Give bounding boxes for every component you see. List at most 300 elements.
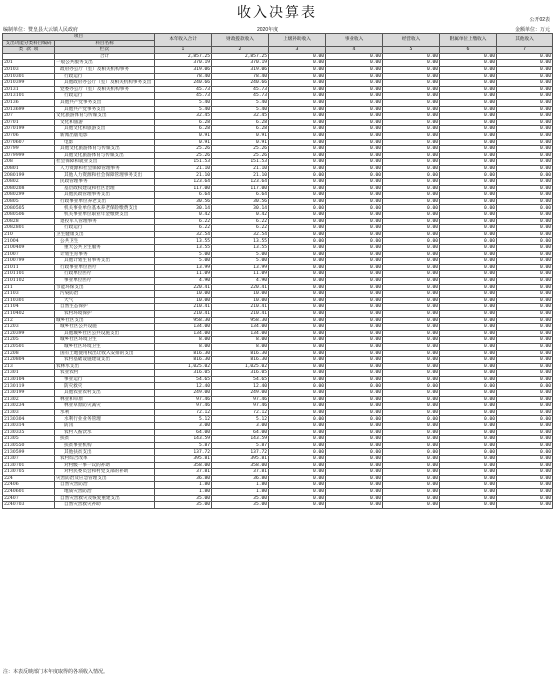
subject-code: 2080506 [3,212,55,219]
amount-cell: 0.00 [383,390,440,397]
amount-cell: 45.73 [212,93,269,100]
subject-code: 208 [3,159,55,166]
amount-cell: 5.40 [212,99,269,106]
amount-cell: 0.00 [326,132,383,139]
amount-cell: 0.00 [383,258,440,265]
amount-cell: 0.00 [440,416,497,423]
subject-code: 2130705 [3,469,55,476]
amount-cell: 0.00 [326,212,383,219]
amount-cell: 0.00 [269,277,326,284]
amount-cell: 0.00 [383,205,440,212]
amount-cell: 240.66 [212,80,269,87]
amount-cell: 0.00 [440,231,497,238]
amount-cell: 30.56 [155,198,212,205]
subject-name: 林业和草原 [55,396,155,403]
amount-cell: 0.00 [497,225,553,232]
amount-cell: 0.00 [440,337,497,344]
amount-cell: 0.00 [440,297,497,304]
subject-code: 2120399 [3,330,55,337]
amount-cell: 958.30 [155,317,212,324]
amount-cell: 0.00 [440,198,497,205]
amount-cell: 13.99 [155,264,212,271]
subject-code: 2013101 [3,93,55,100]
table-row [3,423,553,430]
amount-cell: 5.00 [212,251,269,258]
amount-cell: 0.00 [497,337,553,344]
amount-cell: 0.00 [497,86,553,93]
amount-cell: 0.00 [497,165,553,172]
amount-cell: 0.00 [326,449,383,456]
amount-cell: 0.00 [383,80,440,87]
amount-cell: 0.00 [440,245,497,252]
table-row [3,383,553,390]
amount-cell: 0.00 [497,462,553,469]
table-row [3,436,553,443]
amount-cell: 0.00 [269,99,326,106]
amount-cell: 0.00 [269,291,326,298]
total-label: 合计 [55,53,155,60]
amount-cell: 0.00 [440,456,497,463]
amount-cell: 0.00 [440,343,497,350]
amount-cell: 0.00 [269,146,326,153]
subject-code: 2101101 [3,271,55,278]
amount-cell: 249.00 [155,390,212,397]
page-title: 收入决算表 [237,5,317,21]
subject-name: 城乡社区公共设施 [55,324,155,331]
table-row [3,488,553,495]
amount-cell: 0.00 [269,330,326,337]
amount-cell: 45.73 [155,86,212,93]
amount-cell: 0.00 [326,495,383,502]
amount-cell: 78.40 [212,73,269,80]
amount-cell: 0.00 [326,488,383,495]
amount-cell: 0.00 [326,93,383,100]
amount-cell: 0.00 [269,218,326,225]
subject-name: 其他政府办公厅（室）及相关机构事务支出 [55,80,155,87]
subject-name: 防灾救灾 [55,383,155,390]
col-num-2: 2 [212,47,269,54]
amount-cell: 30.14 [212,205,269,212]
header-section: 款 [26,47,31,53]
amount-cell: 370.19 [155,60,212,67]
amount-cell: 0.00 [440,488,497,495]
table-row [3,126,553,133]
amount-cell: 0.00 [326,376,383,383]
amount-cell: 0.00 [440,370,497,377]
subject-name: 对村级一事一议的补助 [55,462,155,469]
table-row [3,482,553,489]
amount-cell: 6.22 [155,218,212,225]
amount-cell: 5.87 [212,442,269,449]
amount-cell: 0.00 [383,376,440,383]
amount-cell: 0.00 [269,409,326,416]
amount-cell: 6.22 [212,218,269,225]
amount-cell: 0.00 [383,284,440,291]
amount-cell: 0.00 [383,502,440,509]
amount-cell: 0.00 [326,251,383,258]
col-num-6: 6 [440,47,497,54]
amount-cell: 0.00 [440,192,497,199]
amount-cell: 21.10 [155,172,212,179]
amount-cell: 0.00 [269,482,326,489]
subject-code: 21303 [3,409,55,416]
subject-name: 其他共产党事务支出 [55,106,155,113]
amount-cell: 240.66 [155,80,212,87]
amount-cell: 958.30 [212,317,269,324]
amount-cell: 0.00 [497,442,553,449]
subject-name: 水利 [55,409,155,416]
subject-code: 20801 [3,165,55,172]
amount-cell: 0.00 [326,350,383,357]
amount-cell: 0.00 [383,350,440,357]
amount-cell: 0.00 [326,363,383,370]
table-row [3,80,553,87]
amount-cell: 6.28 [212,126,269,133]
amount-cell: 0.00 [326,370,383,377]
amount-cell: 0.00 [326,310,383,317]
subject-code: 20706 [3,132,55,139]
amount-cell: 0.00 [326,106,383,113]
amount-cell: 316.05 [155,370,212,377]
amount-cell: 220.41 [155,284,212,291]
amount-cell: 0.00 [383,488,440,495]
amount-cell: 0.00 [440,159,497,166]
amount-cell: 0.00 [497,119,553,126]
amount-cell: 5.12 [212,416,269,423]
col-num-7: 7 [497,47,553,54]
amount-cell: 3.00 [155,423,212,430]
amount-cell: 0.00 [440,442,497,449]
amount-cell: 0.00 [269,456,326,463]
amount-cell: 0.00 [269,343,326,350]
table-row [3,185,553,192]
subject-code: 2101102 [3,277,55,284]
amount-cell: 117.00 [155,185,212,192]
amount-cell: 0.00 [440,132,497,139]
amount-cell: 0.00 [497,383,553,390]
subject-code: 2130550 [3,442,55,449]
amount-cell: 0.00 [326,113,383,120]
amount-cell: 0.00 [440,106,497,113]
amount-cell: 0.00 [269,139,326,146]
subject-name: 人力资源和社会保障管理事务 [55,165,155,172]
amount-cell: 0.00 [497,475,553,482]
amount-cell: 0.00 [383,119,440,126]
amount-cell: 0.00 [497,495,553,502]
subject-name: 其他文化旅游体育与传媒支出 [55,152,155,159]
amount-cell: 0.00 [326,343,383,350]
subject-code: 2070199 [3,126,55,133]
amount-cell: 32.45 [155,113,212,120]
table-row [3,146,553,153]
amount-cell: 358.00 [155,462,212,469]
amount-cell: 10.00 [212,297,269,304]
subject-name: 自然灾害防治 [55,482,155,489]
col-num-4: 4 [326,47,383,54]
table-row [3,495,553,502]
subject-code: 2130599 [3,449,55,456]
table-row [3,198,553,205]
subject-name: 其他农业农村支出 [55,390,155,397]
amount-cell: 0.00 [440,152,497,159]
amount-cell: 0.00 [269,245,326,252]
amount-cell: 0.00 [440,60,497,67]
subject-name: 大气 [55,297,155,304]
amount-cell: 816.30 [155,350,212,357]
amount-cell: 0.00 [383,337,440,344]
subject-name: 节能环保支出 [55,284,155,291]
amount-cell: 0.00 [326,80,383,87]
amount-cell: 0.00 [269,370,326,377]
table-row [3,390,553,397]
amount-cell: 0.00 [326,462,383,469]
amount-cell: 10.00 [155,297,212,304]
amount-cell: 0.00 [326,192,383,199]
subject-code: 2130199 [3,390,55,397]
amount-cell: 0.00 [440,73,497,80]
table-row [3,264,553,271]
amount-cell: 0.00 [326,277,383,284]
subject-code: 2130701 [3,462,55,469]
amount-cell: 0.00 [383,396,440,403]
subject-name: 行政运行 [55,225,155,232]
amount-cell: 0.91 [212,139,269,146]
subject-code: 2120804 [3,357,55,364]
amount-cell: 5.40 [212,106,269,113]
amount-cell: 0.00 [497,330,553,337]
total-cell: 0.00 [497,53,553,60]
amount-cell: 0.00 [326,317,383,324]
amount-cell: 1.80 [155,482,212,489]
subject-code: 20701 [3,119,55,126]
table-row [3,205,553,212]
subject-code: 2100799 [3,258,55,265]
amount-cell: 35.00 [155,495,212,502]
subject-name: 农村基础设施建设支出 [55,357,155,364]
subject-code: 20103 [3,66,55,73]
amount-cell: 0.00 [326,383,383,390]
subject-name: 新闻出版电影 [55,132,155,139]
table-row [3,165,553,172]
amount-cell: 0.00 [269,442,326,449]
table-row [3,363,553,370]
subject-name: 其他计划生育事务支出 [55,258,155,265]
amount-cell: 0.00 [383,343,440,350]
table-row [3,231,553,238]
table-row [3,449,553,456]
amount-cell: 54.65 [212,376,269,383]
subject-name: 国有土地使用权出让收入安排的支出 [55,350,155,357]
subject-name: 机关事业单位职业年金缴费支出 [55,212,155,219]
table-row [3,159,553,166]
subject-name: 自然灾害救灾及恢复重建支出 [55,495,155,502]
amount-cell: 395.81 [155,456,212,463]
amount-cell: 0.00 [326,357,383,364]
amount-cell: 45.73 [212,86,269,93]
amount-cell: 0.00 [269,152,326,159]
table-row [3,245,553,252]
amount-cell: 21.10 [212,172,269,179]
amount-cell: 37.81 [155,469,212,476]
amount-cell: 0.00 [440,330,497,337]
col-num-1: 1 [155,47,212,54]
subject-name: 其他扶贫支出 [55,449,155,456]
header-class: 类 [18,47,24,53]
subject-name: 其他共产党事务支出 [55,99,155,106]
subject-code: 2010301 [3,73,55,80]
amount-cell: 0.00 [497,291,553,298]
amount-cell: 0.00 [326,409,383,416]
table-row [3,370,553,377]
subject-name: 扶贫事业机构 [55,442,155,449]
amount-cell: 0.00 [326,245,383,252]
amount-cell: 72.12 [155,409,212,416]
amount-cell: 0.00 [269,271,326,278]
header-col-7: 其他收入 [497,34,553,47]
amount-cell: 8.00 [212,343,269,350]
amount-cell: 0.00 [497,172,553,179]
amount-cell: 36.80 [212,475,269,482]
header-code: 支出功能分类科目编码 [3,40,55,47]
amount-cell: 0.00 [383,192,440,199]
table-row [3,212,553,219]
subject-code: 21208 [3,350,55,357]
amount-cell: 11.09 [212,271,269,278]
amount-cell: 0.00 [440,482,497,489]
table-row [3,330,553,337]
amount-cell: 0.00 [326,225,383,232]
subject-name: 卫生健康支出 [55,231,155,238]
amount-cell: 0.91 [155,139,212,146]
amount-cell: 0.00 [383,462,440,469]
amount-cell: 5.12 [155,416,212,423]
amount-cell: 0.00 [326,73,383,80]
subject-code: 2130304 [3,416,55,423]
amount-cell: 8.00 [155,337,212,344]
amount-cell: 35.00 [212,495,269,502]
subject-code: 21301 [3,370,55,377]
amount-cell: 0.00 [269,264,326,271]
table-row [3,99,553,106]
amount-cell: 0.00 [440,383,497,390]
amount-cell: 0.00 [497,192,553,199]
amount-cell: 0.00 [497,343,553,350]
amount-cell: 0.00 [497,212,553,219]
amount-cell: 0.00 [269,396,326,403]
amount-cell: 0.00 [269,119,326,126]
amount-cell: 54.65 [155,376,212,383]
amount-cell: 0.00 [383,139,440,146]
amount-cell: 6.28 [212,119,269,126]
subject-name: 退役军人管理事务 [55,218,155,225]
table-row [3,291,553,298]
amount-cell: 78.40 [155,73,212,80]
amount-cell: 0.00 [326,218,383,225]
amount-cell: 0.00 [383,238,440,245]
amount-cell: 0.00 [326,185,383,192]
amount-cell: 0.00 [326,416,383,423]
table-row [3,93,553,100]
header-column-label: 栏次 [55,47,155,54]
amount-cell: 0.00 [383,212,440,219]
amount-cell: 816.30 [212,350,269,357]
subject-name: 党委办公厅（室）及相关机构事务 [55,86,155,93]
table-row [3,139,553,146]
amount-cell: 0.00 [269,337,326,344]
amount-cell: 0.00 [383,423,440,430]
amount-cell: 0.00 [440,502,497,509]
amount-cell: 0.00 [383,416,440,423]
amount-cell: 0.00 [326,66,383,73]
amount-cell: 0.00 [440,126,497,133]
subject-name: 农村环境保护 [55,310,155,317]
amount-cell: 0.00 [269,475,326,482]
amount-cell: 25.26 [155,146,212,153]
subject-name: 行政事业单位医疗 [55,264,155,271]
amount-cell: 0.00 [383,231,440,238]
amount-cell: 0.91 [212,132,269,139]
amount-cell: 0.00 [440,291,497,298]
amount-cell: 0.42 [155,212,212,219]
amount-cell: 0.00 [440,146,497,153]
amount-cell: 0.00 [383,357,440,364]
table-row [3,310,553,317]
amount-cell: 0.00 [269,383,326,390]
subject-code: 21205 [3,337,55,344]
subject-code: 2120501 [3,343,55,350]
subject-name: 文化和旅游 [55,119,155,126]
amount-cell: 6.28 [155,119,212,126]
table-row [3,409,553,416]
subject-name: 自然生态保护 [55,304,155,311]
subject-code: 2130104 [3,376,55,383]
amount-cell: 0.00 [497,403,553,410]
amount-cell: 0.00 [440,185,497,192]
amount-cell: 0.00 [269,436,326,443]
amount-cell: 0.00 [383,146,440,153]
amount-cell: 0.00 [440,376,497,383]
amount-cell: 1.80 [212,482,269,489]
table-row [3,271,553,278]
subject-code: 224 [3,475,55,482]
amount-cell: 0.00 [269,403,326,410]
amount-cell: 319.06 [212,66,269,73]
amount-cell: 0.00 [440,284,497,291]
amount-cell: 0.00 [497,310,553,317]
total-row [3,53,553,60]
amount-cell: 0.00 [326,165,383,172]
subject-name: 基层政权建设和社区治理 [55,185,155,192]
amount-cell: 0.00 [383,179,440,186]
income-table [2,33,553,509]
amount-cell: 0.00 [326,403,383,410]
amount-cell: 0.00 [269,423,326,430]
amount-cell: 816.30 [212,357,269,364]
form-code: 公开02表 [529,17,550,23]
amount-cell: 0.00 [440,324,497,331]
amount-cell: 0.00 [269,86,326,93]
amount-cell: 1.80 [212,488,269,495]
subject-name: 一般公共服务支出 [55,60,155,67]
subject-code: 2130234 [3,403,55,410]
amount-cell: 134.00 [212,324,269,331]
subject-code: 20828 [3,218,55,225]
amount-cell: 0.00 [383,264,440,271]
amount-cell: 0.00 [440,66,497,73]
amount-cell: 0.00 [269,258,326,265]
table-row [3,218,553,225]
amount-cell: 0.00 [326,99,383,106]
